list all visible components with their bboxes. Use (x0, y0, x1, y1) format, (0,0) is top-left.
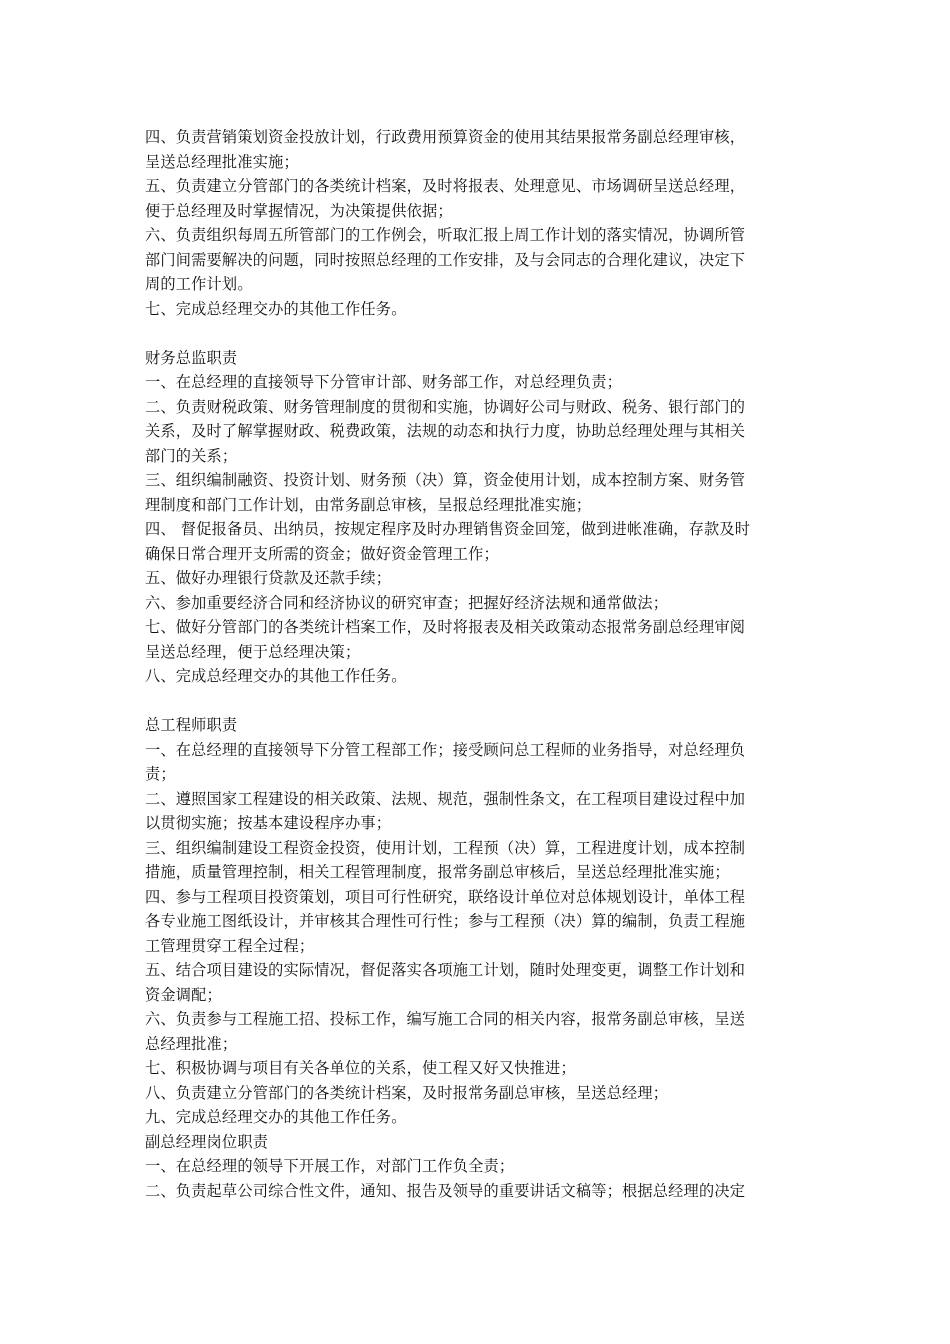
text-line: 七、积极协调与项目有关各单位的关系，使工程又好又快推进； (145, 1059, 576, 1077)
text-line: 六、参加重要经济合同和经济协议的研究审查；把握好经济法规和通常做法； (145, 593, 669, 612)
text-line: 九、完成总经理交办的其他工作任务。 (145, 1108, 407, 1126)
paragraph-gap (145, 321, 810, 346)
text-line: 五、做好办理银行贷款及还款手续； (145, 569, 392, 587)
text-line: 三、组织编制建设工程资金投资，使用计划，工程预（决）算，工程进度计划，成本控制 (145, 838, 746, 857)
text-line: 二、负责起草公司综合性文件，通知、报告及领导的重要讲话文稿等；根据总经理的决定 (145, 1181, 746, 1200)
text-line: 七、做好分管部门的各类统计档案工作，及时将报表及相关政策动态报常务副总经理审阅 (145, 618, 746, 636)
text-line: 一、在总经理的领导下开展工作，对部门工作负全责； (145, 1157, 515, 1175)
text-line: 六、负责组织每周五所管部门的工作例会，听取汇报上周工作计划的落实情况，协调所管 (145, 226, 746, 244)
text-line: 部门的关系； (145, 446, 238, 465)
text-line: 五、负责建立分管部门的各类统计档案，及时将报表、处理意见、市场调研呈送总经理， (145, 177, 746, 195)
text-line: 呈送总经理批准实施； (145, 152, 299, 171)
text-line: 四、负责营销策划资金投放计划，行政费用预算资金的使用其结果报常务副总经理审核， (145, 128, 746, 146)
text-line: 以贯彻实施；按基本建设程序办事； (145, 814, 392, 832)
text-line: 措施，质量管理控制，相关工程管理制度，报常务副总审核后，呈送总经理批准实施； (145, 863, 730, 881)
section-sales-duties (145, 125, 810, 321)
text-line: 确保日常合理开支所需的资金；做好资金管理工作； (145, 544, 499, 563)
text-line: 总经理批准； (145, 1034, 238, 1053)
section-heading: 财务总监职责 (145, 348, 238, 367)
section-heading: 总工程师职责 (145, 716, 238, 734)
section-deputy-gm-duties (145, 1130, 810, 1204)
text-line: 七、完成总经理交办的其他工作任务。 (145, 299, 407, 318)
section-chief-engineer-duties (145, 713, 810, 1130)
text-line: 三、组织编制融资、投资计划、财务预（决）算，资金使用计划，成本控制方案、财务管 (145, 471, 746, 489)
text-line: 一、在总经理的直接领导下分管审计部、财务部工作，对总经理负责； (145, 373, 623, 391)
section-heading: 副总经理岗位职责 (145, 1132, 269, 1151)
text-line: 周的工作计划。 (145, 275, 253, 293)
text-line: 部门间需要解决的问题，同时按照总经理的工作安排，及与会同志的合理化建议，决定下 (145, 250, 746, 269)
text-line: 四、 督促报备员、出纳员，按规定程序及时办理销售资金回笼，做到进帐准确，存款及时 (145, 520, 751, 538)
text-line: 六、负责参与工程施工招、投标工作，编写施工合同的相关内容，报常务副总审核，呈送 (145, 1010, 746, 1028)
text-line: 资金调配； (145, 985, 222, 1004)
text-line: 二、负责财税政策、财务管理制度的贯彻和实施，协调好公司与财政、税务、银行部门的 (145, 397, 746, 416)
paragraph-gap (145, 689, 810, 714)
text-line: 四、参与工程项目投资策划，项目可行性研究，联络设计单位对总体规划设计，单体工程 (145, 887, 746, 906)
text-line: 便于总经理及时掌握情况，为决策提供依据； (145, 201, 453, 220)
text-line: 工管理贯穿工程全过程； (145, 936, 315, 955)
text-line: 八、负责建立分管部门的各类统计档案，及时报常务副总审核，呈送总经理； (145, 1083, 669, 1102)
text-line: 各专业施工图纸设计，并审核其合理性可行性；参与工程预（决）算的编制，负责工程施 (145, 912, 746, 930)
text-line: 二、遵照国家工程建设的相关政策、法规、规范，强制性条文，在工程项目建设过程中加 (145, 789, 746, 808)
document-page (145, 125, 810, 1203)
text-line: 关系，及时了解掌握财政、税费政策，法规的动态和执行力度，协助总经理处理与其相关 (145, 422, 746, 440)
text-line: 呈送总经理，便于总经理决策； (145, 642, 361, 661)
text-line: 一、在总经理的直接领导下分管工程部工作；接受顾问总工程师的业务指导，对总经理负 (145, 740, 746, 759)
text-line: 五、结合项目建设的实际情况，督促落实各项施工计划，随时处理变更，调整工作计划和 (145, 961, 746, 979)
text-line: 责； (145, 765, 176, 783)
text-line: 八、完成总经理交办的其他工作任务。 (145, 667, 407, 685)
section-cfo-duties (145, 346, 810, 689)
text-line: 理制度和部门工作计划，由常务副总审核，呈报总经理批准实施； (145, 495, 592, 514)
